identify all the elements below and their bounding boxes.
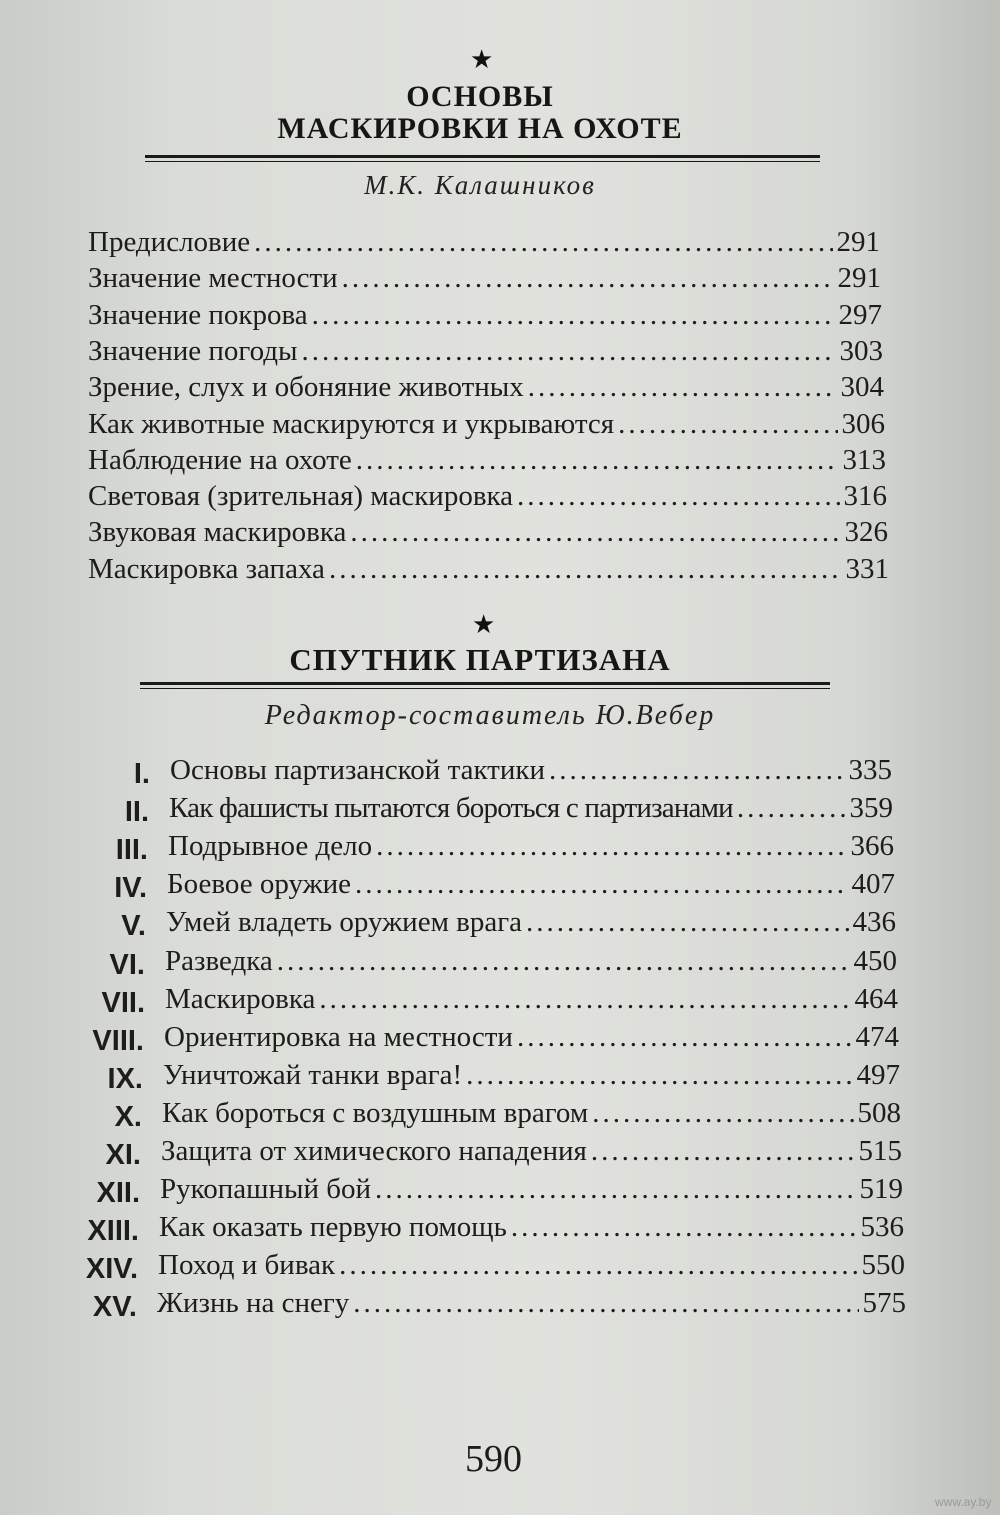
toc-entry	[88, 553, 889, 589]
toc-entry-title: Зрение, слух и обоняние животных	[88, 371, 524, 404]
toc-entry-page: 407	[851, 868, 895, 901]
toc-entry-page: 515	[858, 1135, 902, 1167]
toc-entry	[88, 371, 884, 407]
toc-entry-page: 303	[839, 334, 883, 367]
chapter-numeral: XIII.	[87, 1215, 139, 1248]
dot-leader	[592, 1097, 853, 1130]
toc-entry-title: Как животные маскируются и укрываются	[88, 407, 615, 440]
toc-entry-title: Жизнь на снегу	[157, 1287, 350, 1320]
toc-entry-page: 306	[841, 407, 885, 440]
toc-entry-title: Подрывное дело	[168, 830, 373, 863]
toc-entry	[165, 983, 898, 1019]
section2-editor: Редактор-составитель Ю.Вебер	[264, 700, 716, 731]
toc-entry	[163, 1059, 900, 1095]
dot-leader	[301, 335, 835, 368]
dot-leader	[517, 1021, 852, 1054]
dot-leader	[339, 1249, 857, 1282]
toc-entry	[88, 262, 881, 298]
chapter-numeral: VII.	[101, 986, 145, 1019]
star-ornament-icon: ★	[470, 45, 494, 74]
toc-entry-page: 474	[855, 1020, 899, 1053]
chapter-numeral: VI.	[109, 948, 145, 981]
toc-entry	[160, 1173, 903, 1209]
toc-entry	[167, 868, 895, 904]
section1-author: М.К. Калашников	[364, 170, 596, 200]
toc-entry-title: Основы партизанской тактики	[170, 754, 545, 786]
dot-leader	[356, 444, 839, 477]
toc-entry-page: 316	[843, 480, 887, 513]
dot-leader	[466, 1059, 852, 1092]
chapter-numeral: X.	[114, 1100, 142, 1133]
toc-entry	[88, 444, 886, 480]
dot-leader	[737, 792, 846, 825]
dot-leader	[355, 868, 847, 901]
dot-leader	[528, 371, 837, 404]
section2-divider	[140, 682, 830, 685]
toc-entry-title: Значение погоды	[88, 334, 298, 367]
dot-leader	[376, 830, 846, 863]
toc-entry-title: Маскировка	[165, 982, 316, 1015]
toc-entry	[88, 226, 880, 262]
toc-entry-title: Как оказать первую помощь	[159, 1211, 507, 1244]
dot-leader	[254, 226, 832, 259]
dot-leader	[375, 1173, 855, 1206]
toc-entry-page: 436	[852, 906, 896, 939]
toc-entry-title: Значение местности	[88, 262, 338, 295]
toc-entry	[162, 1097, 901, 1133]
toc-entry-title: Как бороться с воздушным врагом	[162, 1096, 589, 1129]
chapter-numeral: XV.	[92, 1291, 137, 1324]
chapter-numeral: VIII.	[92, 1024, 144, 1057]
toc-entry-page: 550	[861, 1249, 905, 1282]
toc-entry-page: 359	[849, 792, 893, 825]
toc-entry	[88, 480, 887, 516]
dot-leader	[511, 1211, 857, 1244]
toc-entry-page: 297	[838, 298, 882, 331]
section2-title: СПУТНИК ПАРТИЗАНА	[289, 642, 671, 677]
chapter-numeral: III.	[115, 834, 148, 867]
section1-title-line1: ОСНОВЫ	[406, 80, 554, 113]
section1-title-line2: МАСКИРОВКИ НА ОХОТЕ	[277, 112, 683, 145]
toc-entry	[88, 299, 882, 335]
dot-leader	[319, 983, 850, 1016]
chapter-numeral: XIV.	[85, 1253, 138, 1286]
dot-leader	[526, 906, 848, 939]
toc-entry-page: 519	[859, 1173, 903, 1206]
dot-leader	[350, 516, 840, 549]
dot-leader	[312, 299, 835, 332]
toc-entry-page: 575	[862, 1287, 906, 1320]
toc-entry-page: 326	[844, 516, 888, 549]
chapter-numeral: XI.	[105, 1139, 141, 1171]
toc-entry-title: Разведка	[165, 944, 273, 977]
toc-entry-page: 331	[845, 552, 889, 585]
toc-entry	[159, 1211, 904, 1247]
section1-divider	[145, 155, 820, 158]
toc-entry	[88, 516, 888, 552]
toc-entry	[161, 1135, 902, 1171]
star-ornament-icon: ★	[472, 610, 496, 639]
toc-entry	[157, 1287, 906, 1323]
toc-entry	[164, 1021, 899, 1057]
toc-entry	[88, 408, 885, 444]
dot-leader	[342, 262, 834, 295]
dot-leader	[353, 1287, 858, 1320]
toc-entry-title: Световая (зрительная) маскировка	[88, 480, 514, 513]
chapter-numeral: XII.	[96, 1177, 140, 1210]
toc-entry-title: Предисловие	[88, 226, 251, 258]
toc-entry-page: 366	[850, 830, 894, 863]
chapter-numeral: II.	[124, 796, 149, 829]
toc-entry-page: 464	[854, 982, 898, 1015]
toc-entry-title: Уничтожай танки врага!	[163, 1058, 463, 1091]
chapter-numeral: IX.	[107, 1062, 143, 1095]
section2-divider-thin	[140, 688, 830, 689]
chapter-numeral: V.	[121, 910, 146, 943]
toc-entry-page: 335	[848, 754, 892, 786]
dot-leader	[549, 754, 845, 787]
dot-leader	[277, 945, 850, 978]
watermark: www.ay.by	[935, 1495, 992, 1509]
toc-entry-title: Значение покрова	[88, 298, 308, 331]
toc-entry-page: 291	[836, 226, 880, 258]
toc-entry-title: Наблюдение на охоте	[88, 443, 352, 476]
toc-entry-title: Поход и бивак	[158, 1249, 336, 1282]
dot-leader	[329, 553, 842, 586]
page-number: 590	[465, 1438, 522, 1480]
toc-entry-page: 450	[853, 944, 897, 977]
toc-entry-page: 508	[857, 1096, 901, 1129]
toc-entry	[88, 335, 883, 371]
toc-entry	[158, 1249, 905, 1285]
toc-entry-page: 304	[840, 371, 884, 404]
toc-entry-title: Как фашисты пытаются бороться с партизанами	[169, 792, 733, 825]
toc-entry	[169, 792, 893, 828]
toc-entry-page: 291	[837, 262, 881, 295]
dot-leader	[517, 480, 839, 513]
toc-entry-title: Звуковая маскировка	[88, 516, 347, 549]
toc-entry-page: 313	[842, 443, 886, 476]
dot-leader	[618, 408, 837, 441]
toc-entry-title: Рукопашный бой	[160, 1173, 372, 1206]
toc-entry-title: Ориентировка на местности	[164, 1020, 513, 1053]
toc-entry-page: 536	[860, 1211, 904, 1244]
toc-entry	[165, 945, 897, 981]
toc-entry-title: Умей владеть оружием врага	[166, 906, 523, 939]
toc-entry-title: Боевое оружие	[167, 868, 352, 901]
toc-entry	[168, 830, 894, 866]
section1-divider-thin	[145, 161, 820, 162]
toc-entry-page: 497	[856, 1058, 900, 1091]
dot-leader	[591, 1135, 855, 1168]
chapter-numeral: IV.	[114, 872, 147, 905]
toc-entry	[170, 754, 892, 790]
toc-entry-title: Маскировка запаха	[88, 552, 325, 585]
toc-entry-title: Защита от химического нападения	[161, 1135, 587, 1167]
chapter-numeral: I.	[133, 758, 150, 790]
toc-entry	[166, 906, 896, 942]
